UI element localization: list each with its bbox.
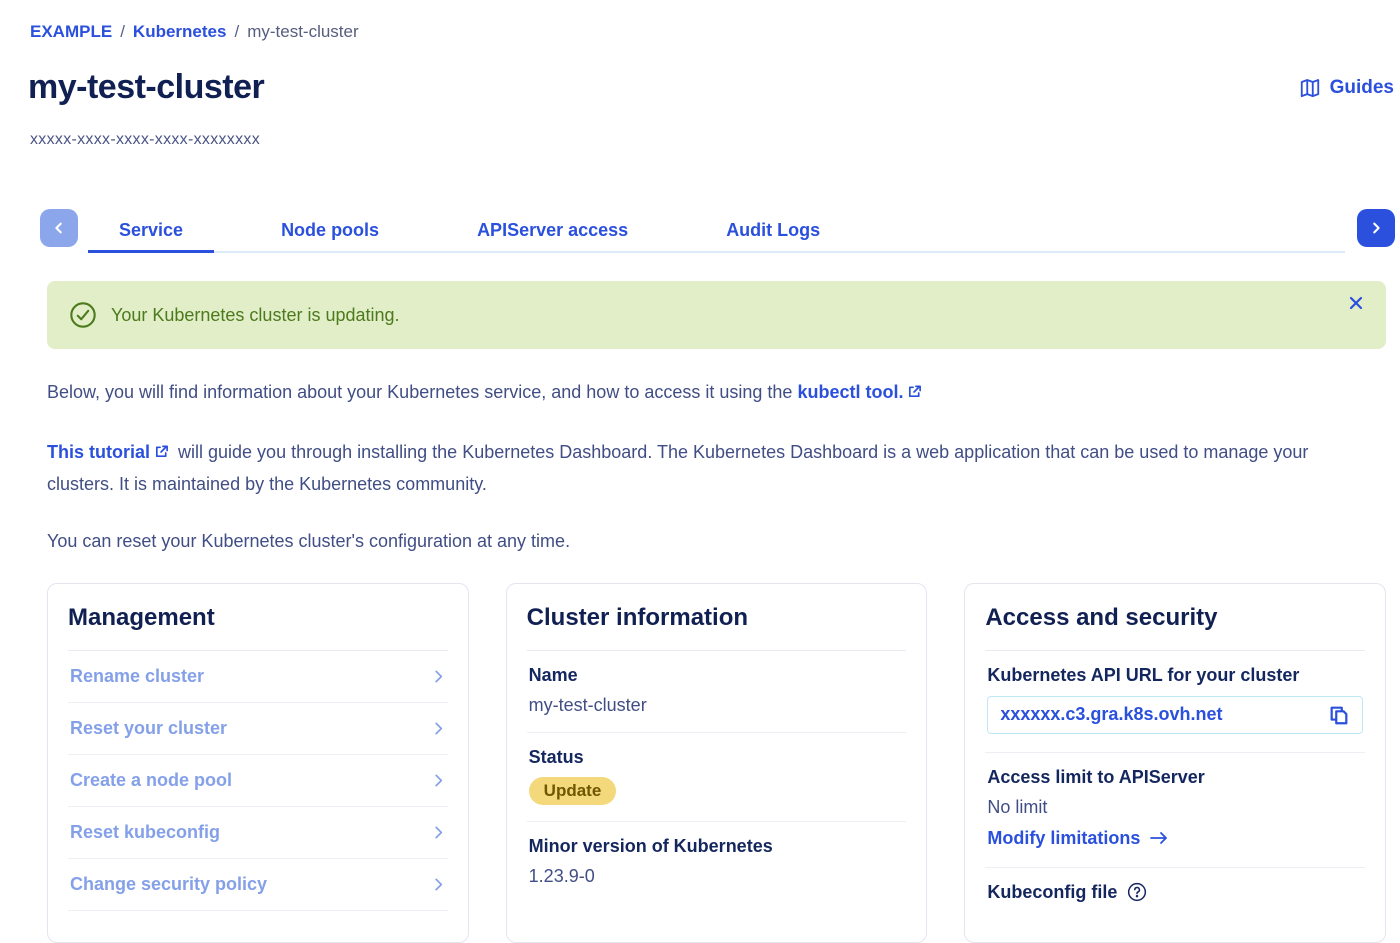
copy-icon bbox=[1328, 704, 1350, 726]
status-banner-message: Your Kubernetes cluster is updating. bbox=[111, 304, 400, 325]
tab-apiserver-access[interactable]: APIServer access bbox=[477, 219, 629, 240]
cluster-status-field bbox=[527, 733, 907, 822]
access-security-card-title: Access and security bbox=[985, 604, 1365, 651]
breadcrumb bbox=[0, 0, 1400, 42]
access-limit-label: Access limit to APIServer bbox=[987, 766, 1205, 787]
management-item-label: Reset kubeconfig bbox=[70, 821, 221, 842]
guides-label: Guides bbox=[1329, 76, 1394, 98]
api-url-value[interactable]: xxxxxx.c3.gra.k8s.ovh.net bbox=[1000, 704, 1223, 725]
cluster-version-label: Minor version of Kubernetes bbox=[528, 835, 773, 856]
title-row bbox=[0, 68, 1400, 107]
management-item-label: Create a node pool bbox=[70, 769, 233, 790]
tabs-bar bbox=[40, 209, 1395, 253]
management-item-label: Change security policy bbox=[70, 873, 268, 894]
intro-paragraph-2 bbox=[47, 437, 1369, 500]
kubectl-tool-link[interactable] bbox=[797, 382, 926, 402]
intro-paragraph-1 bbox=[47, 377, 1386, 409]
management-item-label: Rename cluster bbox=[70, 665, 205, 686]
tutorial-link[interactable] bbox=[47, 442, 173, 462]
api-url-label: Kubernetes API URL for your cluster bbox=[987, 664, 1300, 685]
breadcrumb-separator: / bbox=[120, 22, 125, 41]
management-card bbox=[47, 583, 469, 943]
kubectl-tool-link-label: kubectl tool. bbox=[797, 382, 904, 402]
management-item-create-node-pool[interactable] bbox=[68, 755, 448, 807]
banner-close-button[interactable] bbox=[1348, 295, 1364, 311]
status-banner bbox=[47, 281, 1386, 349]
chevron-right-icon bbox=[431, 877, 446, 892]
access-limit-section bbox=[985, 753, 1365, 868]
intro-p2-text: will guide you through installing the Kubernetes Dashboard. The Kubernetes Dashboard is a web application that can be used to manage your clusters. It is maintained by the Kubernetes community. bbox=[47, 441, 1309, 494]
access-security-card bbox=[964, 583, 1386, 943]
cluster-status-label: Status bbox=[528, 746, 584, 767]
breadcrumb-link-example[interactable]: EXAMPLE bbox=[30, 22, 113, 41]
status-badge: Update bbox=[529, 777, 617, 805]
kubeconfig-section bbox=[985, 868, 1365, 921]
management-item-change-security-policy[interactable] bbox=[68, 859, 448, 911]
page-title: my-test-cluster bbox=[28, 68, 265, 106]
cluster-name-field bbox=[527, 651, 907, 733]
check-circle-icon bbox=[69, 301, 97, 329]
copy-api-url-button[interactable] bbox=[1328, 704, 1350, 726]
cluster-name-label: Name bbox=[528, 664, 578, 685]
breadcrumb-separator: / bbox=[234, 22, 240, 41]
tutorial-link-label: This tutorial bbox=[47, 441, 150, 462]
tab-service[interactable]: Service bbox=[88, 209, 214, 251]
cluster-information-card-title: Cluster information bbox=[527, 604, 907, 651]
intro-section bbox=[0, 377, 1400, 557]
external-link-icon bbox=[907, 378, 922, 409]
chevron-right-icon bbox=[431, 773, 446, 788]
cluster-version-value: 1.23.9-0 bbox=[528, 865, 595, 886]
chevron-right-icon bbox=[431, 721, 446, 736]
help-question-icon[interactable] bbox=[1127, 882, 1147, 902]
intro-p1-text: Below, you will find information about your Kubernetes service, and how to access it using the bbox=[47, 382, 793, 402]
api-url-box bbox=[987, 696, 1363, 734]
guides-link[interactable] bbox=[1299, 77, 1394, 99]
chevron-right-icon bbox=[431, 825, 446, 840]
breadcrumb-link-kubernetes[interactable]: Kubernetes bbox=[132, 22, 227, 41]
external-link-icon bbox=[154, 438, 169, 469]
chevron-right-icon bbox=[1369, 221, 1383, 235]
management-card-title: Management bbox=[68, 604, 448, 651]
guides-book-icon bbox=[1299, 77, 1321, 99]
tab-audit-logs[interactable]: Audit Logs bbox=[726, 219, 821, 240]
tabs-strip bbox=[88, 209, 1345, 253]
close-icon bbox=[1348, 295, 1364, 311]
arrow-right-icon bbox=[1150, 831, 1168, 845]
access-limit-value: No limit bbox=[987, 796, 1048, 817]
intro-paragraph-3: You can reset your Kubernetes cluster's configuration at any time. bbox=[47, 530, 571, 551]
management-item-reset-kubeconfig[interactable] bbox=[68, 807, 448, 859]
cluster-version-field bbox=[527, 822, 907, 903]
tabs-scroll-left-button[interactable] bbox=[40, 209, 78, 247]
cluster-name-value: my-test-cluster bbox=[528, 694, 647, 715]
cards-row bbox=[47, 583, 1386, 943]
tab-node-pools[interactable]: Node pools bbox=[281, 219, 380, 240]
breadcrumb-current: my-test-cluster bbox=[247, 22, 359, 41]
modify-limitations-label: Modify limitations bbox=[987, 827, 1141, 848]
management-item-reset-cluster[interactable] bbox=[68, 703, 448, 755]
management-item-label: Reset your cluster bbox=[70, 717, 228, 738]
tabs-scroll-right-button[interactable] bbox=[1357, 209, 1395, 247]
api-url-section bbox=[985, 651, 1365, 753]
chevron-right-icon bbox=[431, 669, 446, 684]
modify-limitations-link[interactable] bbox=[987, 828, 1168, 849]
management-item-rename-cluster[interactable] bbox=[68, 651, 448, 703]
cluster-id-subtitle: xxxxx-xxxx-xxxx-xxxx-xxxxxxxx bbox=[30, 131, 261, 148]
management-list bbox=[68, 651, 448, 911]
kubeconfig-label: Kubeconfig file bbox=[987, 881, 1118, 902]
chevron-left-icon bbox=[52, 221, 66, 235]
cluster-information-card bbox=[506, 583, 928, 943]
